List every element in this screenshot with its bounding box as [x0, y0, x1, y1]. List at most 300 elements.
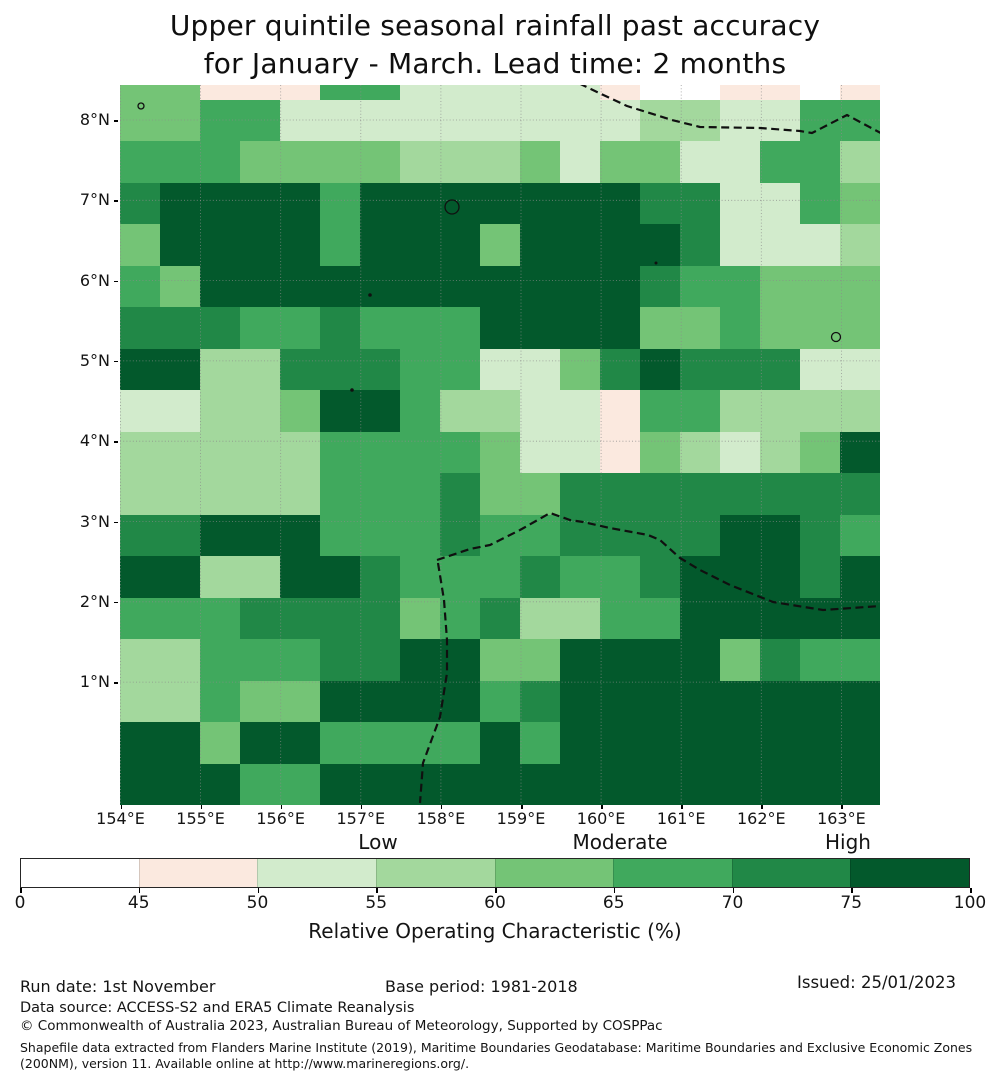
map-cell [480, 141, 520, 182]
map-cell [520, 639, 560, 680]
map-cell [520, 141, 560, 182]
map-cell [200, 224, 240, 265]
map-cell [680, 681, 720, 722]
map-cell [240, 224, 280, 265]
map-cell [600, 349, 640, 390]
map-cell [720, 266, 760, 307]
map-cell [840, 224, 880, 265]
x-tick-label: 159°E [496, 809, 546, 828]
map-cell [320, 100, 360, 141]
map-cell [640, 432, 680, 473]
shapefile-note-line1: Shapefile data extracted from Flanders Marine Institute (2019), Maritime Boundaries Geodatabase: Maritime Boundaries and Exclusive Economic Zones [20, 1040, 973, 1055]
map-cell [160, 183, 200, 224]
map-cell [480, 432, 520, 473]
map-cell [800, 390, 840, 431]
map-cell [600, 598, 640, 639]
map-cell [360, 390, 400, 431]
map-cell [480, 85, 520, 100]
copyright-text: © Commonwealth of Australia 2023, Australian Bureau of Meteorology, Supported by COSPPac [20, 1018, 663, 1034]
map-cell [240, 100, 280, 141]
map-cell [360, 556, 400, 597]
map-cell [640, 390, 680, 431]
map-cell [640, 224, 680, 265]
chart-title-line2: for January - March. Lead time: 2 months [203, 47, 787, 80]
map-cell [640, 598, 680, 639]
x-tick-mark [201, 805, 203, 809]
y-tick-mark [114, 361, 118, 363]
map-cell [280, 432, 320, 473]
map-cell [640, 349, 680, 390]
map-cell [800, 598, 840, 639]
map-cell [480, 390, 520, 431]
base-period-text: Base period: 1981-2018 [385, 977, 578, 996]
map-cell [280, 266, 320, 307]
heatmap-grid [120, 85, 880, 805]
map-cell [800, 473, 840, 514]
map-cell [400, 515, 440, 556]
y-tick-label: 1°N [79, 672, 110, 692]
map-cell [720, 432, 760, 473]
map-cell [440, 266, 480, 307]
map-cell [520, 266, 560, 307]
map-cell [480, 639, 520, 680]
map-cell [680, 764, 720, 805]
map-cell [720, 224, 760, 265]
colorbar-axis-label: Relative Operating Characteristic (%) [308, 919, 682, 943]
map-cell [640, 556, 680, 597]
map-cell [360, 349, 400, 390]
map-cell [280, 85, 320, 100]
map-cell [360, 141, 400, 182]
map-cell [440, 224, 480, 265]
map-cell [680, 515, 720, 556]
y-tick-label: 2°N [79, 591, 110, 611]
map-cell [320, 556, 360, 597]
map-cell [200, 85, 240, 100]
map-cell [720, 141, 760, 182]
map-cell [520, 390, 560, 431]
map-cell [320, 473, 360, 514]
map-cell [760, 224, 800, 265]
map-cell [160, 141, 200, 182]
map-cell [120, 432, 160, 473]
map-cell [440, 598, 480, 639]
map-cell [160, 764, 200, 805]
map-cell [720, 681, 760, 722]
map-cell [600, 764, 640, 805]
map-cell [240, 141, 280, 182]
map-cell [120, 473, 160, 514]
y-tick-label: 6°N [79, 270, 110, 290]
map-cell [240, 515, 280, 556]
map-cell [120, 266, 160, 307]
map-cell [400, 183, 440, 224]
map-cell [480, 556, 520, 597]
map-cell [840, 141, 880, 182]
map-cell [720, 556, 760, 597]
map-cell [560, 266, 600, 307]
map-cell [240, 349, 280, 390]
map-cell [600, 307, 640, 348]
map-cell [720, 722, 760, 763]
map-cell [120, 764, 160, 805]
map-cell [360, 722, 400, 763]
map-cell [520, 556, 560, 597]
map-cell [680, 639, 720, 680]
map-cell [600, 473, 640, 514]
map-cell [240, 266, 280, 307]
map-cell [520, 85, 560, 100]
map-cell [480, 224, 520, 265]
map-cell [320, 307, 360, 348]
y-tick-label: 7°N [79, 190, 110, 210]
colorbar-segment [139, 859, 258, 887]
map-cell [440, 85, 480, 100]
map-cell [800, 722, 840, 763]
map-cell [800, 515, 840, 556]
map-cell [560, 556, 600, 597]
map-cell [400, 764, 440, 805]
map-cell [840, 556, 880, 597]
map-cell [560, 100, 600, 141]
map-cell [600, 639, 640, 680]
map-cell [240, 432, 280, 473]
map-cell [320, 432, 360, 473]
map-cell [320, 722, 360, 763]
map-cell [200, 141, 240, 182]
map-cell [520, 307, 560, 348]
map-cell [240, 639, 280, 680]
map-cell [120, 100, 160, 141]
map-cell [480, 100, 520, 141]
map-cell [600, 681, 640, 722]
map-cell [560, 349, 600, 390]
map-cell [400, 141, 440, 182]
map-cell [720, 183, 760, 224]
map-cell [680, 224, 720, 265]
map-cell [440, 722, 480, 763]
y-tick-mark [114, 441, 118, 443]
colorbar-segment [21, 859, 139, 887]
map-cell [280, 515, 320, 556]
map-cell [160, 349, 200, 390]
map-cell [840, 266, 880, 307]
map-cell [400, 224, 440, 265]
map-cell [600, 100, 640, 141]
map-cell [320, 183, 360, 224]
map-cell [440, 100, 480, 141]
map-cell [160, 432, 200, 473]
map-cell [240, 473, 280, 514]
map-cell [360, 473, 400, 514]
map-cell [720, 390, 760, 431]
map-cell [240, 183, 280, 224]
map-cell [480, 266, 520, 307]
colorbar-segment [257, 859, 376, 887]
map-cell [560, 764, 600, 805]
map-cell [200, 390, 240, 431]
map-cell [840, 515, 880, 556]
map-cell [120, 224, 160, 265]
map-cell [680, 473, 720, 514]
x-tick-mark [521, 805, 523, 809]
map-cell [320, 390, 360, 431]
map-cell [720, 515, 760, 556]
map-cell [640, 639, 680, 680]
y-tick-mark [114, 281, 118, 283]
map-cell [800, 349, 840, 390]
map-cell [120, 722, 160, 763]
map-cell [120, 349, 160, 390]
map-cell [440, 307, 480, 348]
map-cell [120, 515, 160, 556]
map-cell [720, 307, 760, 348]
colorbar-segment [495, 859, 614, 887]
map-cell [320, 85, 360, 100]
map-cell [320, 598, 360, 639]
x-tick-mark [601, 805, 603, 809]
map-cell [840, 473, 880, 514]
map-cell [760, 183, 800, 224]
map-cell [200, 556, 240, 597]
map-cell [200, 183, 240, 224]
map-cell [200, 598, 240, 639]
map-cell [280, 598, 320, 639]
colorbar-tick-label: 100 [953, 893, 987, 913]
map-cell [440, 390, 480, 431]
map-cell [800, 141, 840, 182]
map-cell [360, 224, 400, 265]
map-cell [400, 85, 440, 100]
map-cell [760, 432, 800, 473]
map-cell [560, 598, 600, 639]
map-cell [520, 722, 560, 763]
map-cell [160, 639, 200, 680]
map-cell [520, 100, 560, 141]
map-cell [840, 349, 880, 390]
map-cell [160, 390, 200, 431]
map-cell [800, 432, 840, 473]
map-cell [640, 85, 680, 100]
map-cell [480, 681, 520, 722]
map-cell [440, 473, 480, 514]
map-cell [760, 307, 800, 348]
map-cell [800, 556, 840, 597]
map-cell [640, 183, 680, 224]
map-cell [680, 307, 720, 348]
map-cell [520, 224, 560, 265]
map-cell [760, 100, 800, 141]
map-cell [440, 141, 480, 182]
map-cell [640, 100, 680, 141]
map-cell [520, 349, 560, 390]
map-cell [800, 764, 840, 805]
map-cell [280, 349, 320, 390]
map-cell [760, 764, 800, 805]
map-cell [200, 473, 240, 514]
x-tick-mark [121, 805, 123, 809]
colorbar-band-label-moderate: Moderate [572, 830, 668, 854]
map-cell [640, 764, 680, 805]
y-tick-mark [114, 682, 118, 684]
x-tick-mark [361, 805, 363, 809]
map-cell [280, 764, 320, 805]
map-cell [400, 473, 440, 514]
map-cell [160, 266, 200, 307]
map-cell [600, 266, 640, 307]
map-cell [360, 515, 400, 556]
map-cell [680, 390, 720, 431]
map-cell [320, 639, 360, 680]
colorbar-tick-label: 75 [840, 893, 863, 913]
map-cell [720, 349, 760, 390]
map-cell [760, 390, 800, 431]
map-cell [160, 473, 200, 514]
x-tick-label: 155°E [176, 809, 225, 828]
x-tick-label: 162°E [736, 809, 786, 828]
map-cell [280, 681, 320, 722]
map-cell [200, 307, 240, 348]
map-cell [640, 141, 680, 182]
map-cell [240, 681, 280, 722]
map-cell [760, 473, 800, 514]
map-cell [400, 681, 440, 722]
map-cell [560, 432, 600, 473]
map-cell [360, 764, 400, 805]
map-cell [400, 639, 440, 680]
map-cell [560, 515, 600, 556]
map-cell [400, 349, 440, 390]
map-cell [560, 473, 600, 514]
x-tick-mark [281, 805, 283, 809]
x-tick-label: 163°E [817, 809, 866, 828]
map-cell [680, 349, 720, 390]
map-cell [840, 100, 880, 141]
map-cell [120, 85, 160, 100]
x-tick-mark [441, 805, 443, 809]
map-cell [280, 224, 320, 265]
issued-date-text: Issued: 25/01/2023 [797, 973, 957, 992]
map-cell [360, 307, 400, 348]
map-cell [840, 432, 880, 473]
map-cell [160, 224, 200, 265]
map-cell [520, 764, 560, 805]
map-cell [800, 681, 840, 722]
map-cell [360, 100, 400, 141]
colorbar-tick-label: 55 [365, 893, 388, 913]
map-cell [120, 639, 160, 680]
map-cell [560, 307, 600, 348]
colorbar-tick-label: 45 [127, 893, 150, 913]
map-cell [400, 390, 440, 431]
map-cell [560, 85, 600, 100]
map-cell [440, 432, 480, 473]
map-cell [680, 266, 720, 307]
map-cell [520, 515, 560, 556]
map-cell [200, 681, 240, 722]
map-cell [800, 307, 840, 348]
map-cell [320, 681, 360, 722]
map-cell [120, 183, 160, 224]
y-tick-label: 8°N [79, 110, 110, 129]
y-tick-label: 5°N [79, 350, 110, 370]
colorbar-tick-label: 50 [246, 893, 269, 913]
map-cell [600, 224, 640, 265]
map-cell [840, 85, 880, 100]
map-cell [760, 349, 800, 390]
map-cell [480, 764, 520, 805]
map-cell [240, 390, 280, 431]
map-cell [560, 681, 600, 722]
y-tick-label: 4°N [79, 431, 110, 451]
map-cell [400, 307, 440, 348]
map-cell [480, 307, 520, 348]
map-cell [240, 307, 280, 348]
map-cell [400, 722, 440, 763]
map-cell [840, 681, 880, 722]
map-cell [400, 100, 440, 141]
map-cell [480, 349, 520, 390]
map-cell [240, 722, 280, 763]
colorbar-tick-label: 0 [14, 893, 26, 913]
map-cell [720, 639, 760, 680]
map-cell [120, 141, 160, 182]
map-cell [120, 598, 160, 639]
map-cell [280, 722, 320, 763]
map-cell [560, 183, 600, 224]
map-cell [440, 515, 480, 556]
x-tick-label: 156°E [256, 809, 306, 828]
map-cell [160, 681, 200, 722]
map-cell [480, 473, 520, 514]
map-cell [600, 390, 640, 431]
colorbar-tick-label: 70 [721, 893, 744, 913]
map-cell [280, 307, 320, 348]
map-cell [680, 141, 720, 182]
map-cell [680, 722, 720, 763]
map-cell [760, 598, 800, 639]
map-cell [240, 556, 280, 597]
x-tick-mark [841, 805, 843, 809]
x-tick-mark [761, 805, 763, 809]
map-cell [800, 266, 840, 307]
x-tick-label: 154°E [96, 809, 145, 828]
map-cell [120, 556, 160, 597]
map-cell [640, 307, 680, 348]
x-tick-label: 157°E [336, 809, 386, 828]
map-cell [320, 224, 360, 265]
map-cell [720, 100, 760, 141]
map-cell [560, 390, 600, 431]
map-cell [400, 266, 440, 307]
map-cell [520, 681, 560, 722]
map-cell [800, 100, 840, 141]
map-cell [280, 639, 320, 680]
map-cell [760, 85, 800, 100]
map-cell [600, 722, 640, 763]
colorbar-tick-label: 65 [602, 893, 625, 913]
map-cell [200, 349, 240, 390]
map-cell [520, 473, 560, 514]
map-cell [240, 85, 280, 100]
map-cell [480, 598, 520, 639]
map-cell [720, 598, 760, 639]
map-cell [440, 639, 480, 680]
map-cell [320, 764, 360, 805]
map-cell [360, 183, 400, 224]
map-cell [600, 85, 640, 100]
y-tick-mark [114, 602, 118, 604]
